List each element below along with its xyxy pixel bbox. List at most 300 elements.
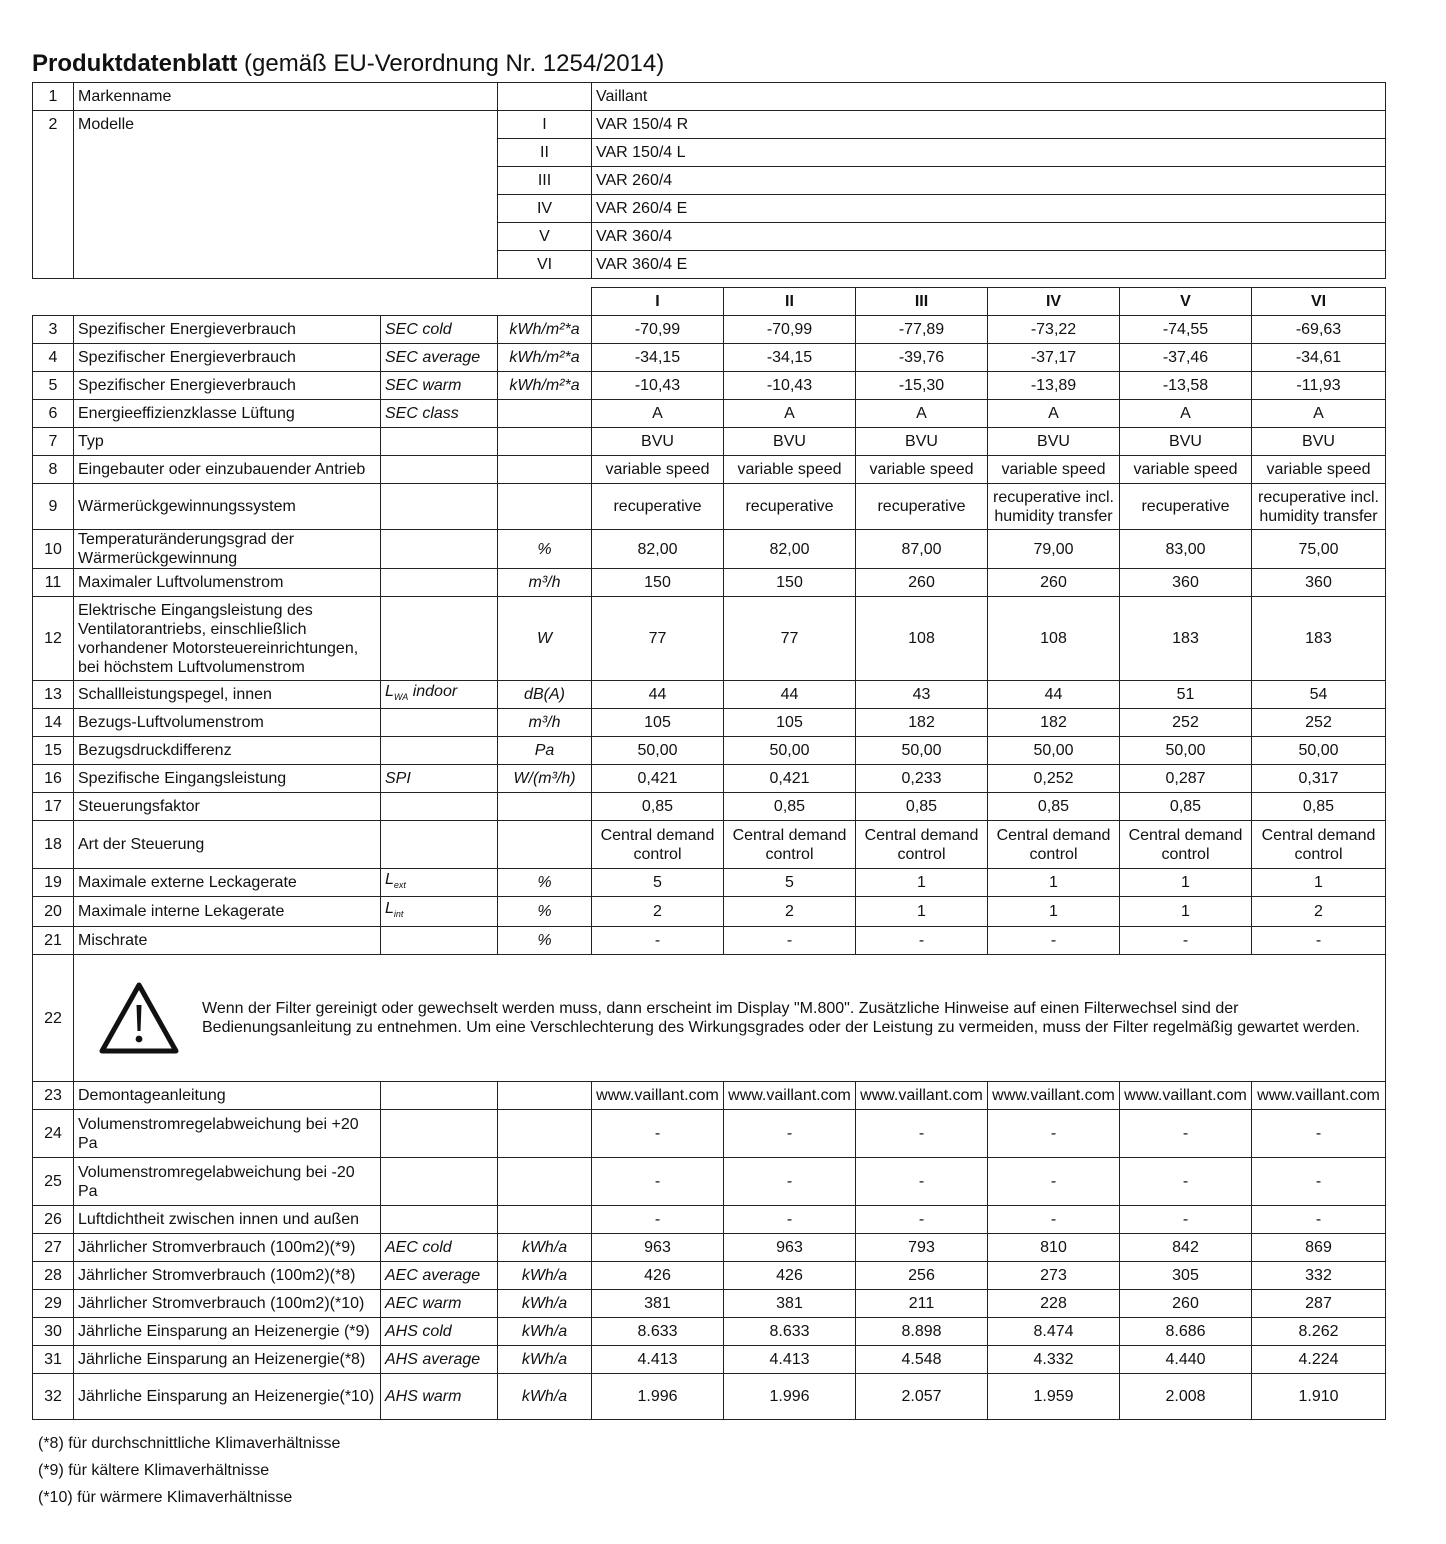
row-number: 24 — [33, 1110, 74, 1158]
value-cell: A — [856, 400, 988, 428]
value-cell: -69,63 — [1252, 316, 1386, 344]
row-symbol — [381, 456, 498, 484]
row-unit: kWh/a — [498, 1318, 592, 1346]
row-unit — [498, 1158, 592, 1206]
value-cell: - — [988, 927, 1120, 955]
data-row — [33, 927, 1386, 955]
row-number: 3 — [33, 316, 74, 344]
value-cell: - — [856, 1206, 988, 1234]
value-cell: 252 — [1120, 709, 1252, 737]
value-cell: -73,22 — [988, 316, 1120, 344]
value-cell: 211 — [856, 1290, 988, 1318]
value-cell: 1 — [856, 897, 988, 927]
value-cell: 105 — [592, 709, 724, 737]
value-cell: 50,00 — [1252, 737, 1386, 765]
value-cell: 360 — [1120, 569, 1252, 597]
row-number: 25 — [33, 1158, 74, 1206]
symbol-subscript: int — [393, 909, 404, 920]
row-symbol — [381, 1082, 498, 1110]
row-symbol: AHS cold — [381, 1318, 498, 1346]
data-row — [33, 821, 1386, 869]
row-number: 9 — [33, 484, 74, 530]
notice-content — [74, 981, 1385, 1055]
row-symbol: SEC cold — [381, 316, 498, 344]
row-label: Typ — [74, 428, 381, 456]
row-number: 28 — [33, 1262, 74, 1290]
row-unit — [498, 1206, 592, 1234]
row-symbol: SEC warm — [381, 372, 498, 400]
row-number: 8 — [33, 456, 74, 484]
value-cell: 108 — [856, 597, 988, 681]
data-row — [33, 456, 1386, 484]
header-spacer — [33, 288, 592, 316]
value-cell: - — [1120, 1206, 1252, 1234]
value-cell: -11,93 — [1252, 372, 1386, 400]
value-cell: Central demand control — [724, 821, 856, 869]
row-symbol — [381, 681, 498, 709]
value-cell: 260 — [1120, 1290, 1252, 1318]
data-row — [33, 1158, 1386, 1206]
value-cell: -15,30 — [856, 372, 988, 400]
value-cell: - — [1252, 927, 1386, 955]
column-header: VI — [1252, 288, 1386, 316]
data-row — [33, 1234, 1386, 1262]
column-header: IV — [988, 288, 1120, 316]
value-cell: 8.262 — [1252, 1318, 1386, 1346]
row-number: 32 — [33, 1374, 74, 1420]
value-cell: BVU — [856, 428, 988, 456]
value-cell: 1.996 — [724, 1374, 856, 1420]
row-symbol: AHS warm — [381, 1374, 498, 1420]
data-row — [33, 316, 1386, 344]
row-number: 19 — [33, 869, 74, 897]
row-number: 26 — [33, 1206, 74, 1234]
row-label: Volumenstromregelabweichung bei +20 Pa — [74, 1110, 381, 1158]
value-cell: 2 — [592, 897, 724, 927]
data-row — [33, 400, 1386, 428]
value-cell: Central demand control — [1252, 821, 1386, 869]
value-cell: 381 — [724, 1290, 856, 1318]
row-symbol — [381, 569, 498, 597]
value-cell: BVU — [988, 428, 1120, 456]
value-cell: -34,15 — [592, 344, 724, 372]
value-cell: 183 — [1252, 597, 1386, 681]
value-cell: 842 — [1120, 1234, 1252, 1262]
footnote: (*10) für wärmere Klimaverhältnisse — [38, 1489, 293, 1506]
value-cell: A — [1252, 400, 1386, 428]
value-cell: 8.633 — [724, 1318, 856, 1346]
data-row — [33, 1318, 1386, 1346]
row-label: Maximale externe Leckagerate — [74, 869, 381, 897]
row-symbol — [381, 597, 498, 681]
row-symbol — [381, 709, 498, 737]
value-cell: 381 — [592, 1290, 724, 1318]
row-unit — [498, 456, 592, 484]
value-cell: 87,00 — [856, 530, 988, 569]
value-cell: www.vaillant.com — [724, 1082, 856, 1110]
row-symbol — [381, 1206, 498, 1234]
row-label: Art der Steuerung — [74, 821, 381, 869]
value-cell: 287 — [1252, 1290, 1386, 1318]
value-cell: 4.548 — [856, 1346, 988, 1374]
row-label: Jährlicher Stromverbrauch (100m2)(*9) — [74, 1234, 381, 1262]
row-number: 5 — [33, 372, 74, 400]
value-cell: 1.959 — [988, 1374, 1120, 1420]
row-symbol — [381, 1158, 498, 1206]
row-label: Bezugs-Luftvolumenstrom — [74, 709, 381, 737]
notice-text: Wenn der Filter gereinigt oder gewechselt werden muss, dann erscheint im Display "M.800". Zusätzliche Hinweise auf einen Filterwechsel sind der Bedienungsanleitung zu entnehmen. Um eine Verschlechterung des Wirkungsgrades oder der Leistung zu vermeiden, muss der Filter regelmäßig gewartet werden. — [202, 1000, 1360, 1036]
row-symbol — [381, 897, 498, 927]
footnote: (*9) für kältere Klimaverhältnisse — [38, 1462, 270, 1479]
value-cell: -13,89 — [988, 372, 1120, 400]
value-cell: 5 — [592, 869, 724, 897]
value-cell: 44 — [592, 681, 724, 709]
row-unit — [498, 400, 592, 428]
value-cell: 426 — [592, 1262, 724, 1290]
model-name: VAR 260/4 E — [592, 195, 1386, 223]
value-cell: 0,317 — [1252, 765, 1386, 793]
models-table-body — [33, 83, 1386, 279]
value-cell: 44 — [724, 681, 856, 709]
value-cell: 108 — [988, 597, 1120, 681]
row-unit — [498, 793, 592, 821]
data-row — [33, 1082, 1386, 1110]
row-number: 4 — [33, 344, 74, 372]
row-unit: kWh/m²*a — [498, 344, 592, 372]
value-cell: 5 — [724, 869, 856, 897]
value-cell: Central demand control — [856, 821, 988, 869]
value-cell: 273 — [988, 1262, 1120, 1290]
value-cell: - — [988, 1158, 1120, 1206]
row-label: Demontageanleitung — [74, 1082, 381, 1110]
models-table — [32, 82, 1386, 279]
value-cell: -77,89 — [856, 316, 988, 344]
row-number: 23 — [33, 1082, 74, 1110]
value-cell: variable speed — [724, 456, 856, 484]
row-number: 16 — [33, 765, 74, 793]
data-table — [32, 287, 1386, 1420]
row-label: Spezifische Eingangsleistung — [74, 765, 381, 793]
row-label: Schallleistungspegel, innen — [74, 681, 381, 709]
model-row — [33, 111, 1386, 139]
value-cell: - — [1252, 1110, 1386, 1158]
value-cell: 182 — [988, 709, 1120, 737]
row-symbol: SEC class — [381, 400, 498, 428]
row-unit: kWh/a — [498, 1262, 592, 1290]
value-cell: recuperative — [856, 484, 988, 530]
model-name: VAR 150/4 L — [592, 139, 1386, 167]
value-cell: - — [724, 1110, 856, 1158]
row-unit: m³/h — [498, 569, 592, 597]
row-label: Mischrate — [74, 927, 381, 955]
value-cell: 228 — [988, 1290, 1120, 1318]
model-name: VAR 360/4 — [592, 223, 1386, 251]
row-number: 10 — [33, 530, 74, 569]
row-unit: kWh/a — [498, 1234, 592, 1262]
row-label: Eingebauter oder einzubauender Antrieb — [74, 456, 381, 484]
symbol-subscript: WA — [393, 692, 409, 703]
brand-row — [33, 83, 1386, 111]
value-cell: - — [592, 927, 724, 955]
row-unit — [498, 1110, 592, 1158]
row-symbol — [381, 1110, 498, 1158]
value-cell: 77 — [724, 597, 856, 681]
value-cell: 0,287 — [1120, 765, 1252, 793]
row-symbol — [381, 793, 498, 821]
value-cell: 79,00 — [988, 530, 1120, 569]
data-row — [33, 1346, 1386, 1374]
value-cell: 182 — [856, 709, 988, 737]
value-cell: 260 — [856, 569, 988, 597]
row-number: 12 — [33, 597, 74, 681]
value-cell: 0,85 — [1120, 793, 1252, 821]
row-number: 11 — [33, 569, 74, 597]
value-cell: - — [1252, 1158, 1386, 1206]
value-cell: 8.686 — [1120, 1318, 1252, 1346]
value-cell: 0,85 — [856, 793, 988, 821]
value-cell: -10,43 — [724, 372, 856, 400]
value-cell: variable speed — [592, 456, 724, 484]
value-cell: BVU — [1120, 428, 1252, 456]
brand-value: Vaillant — [592, 83, 1386, 111]
value-cell: -74,55 — [1120, 316, 1252, 344]
value-cell: - — [592, 1110, 724, 1158]
page-title — [32, 50, 664, 78]
row-unit: kWh/m²*a — [498, 316, 592, 344]
data-row — [33, 484, 1386, 530]
value-cell: -34,15 — [724, 344, 856, 372]
value-cell: 8.474 — [988, 1318, 1120, 1346]
value-cell: 50,00 — [1120, 737, 1252, 765]
value-cell: recuperative — [592, 484, 724, 530]
value-cell: 4.440 — [1120, 1346, 1252, 1374]
row-number: 17 — [33, 793, 74, 821]
value-cell: 793 — [856, 1234, 988, 1262]
value-cell: 1 — [1120, 869, 1252, 897]
row-label: Jährliche Einsparung an Heizenergie(*8) — [74, 1346, 381, 1374]
model-code: I — [498, 111, 592, 139]
row-unit: kWh/a — [498, 1290, 592, 1318]
row-number: 13 — [33, 681, 74, 709]
model-code: VI — [498, 251, 592, 279]
row-label: Wärmerückgewinnungssystem — [74, 484, 381, 530]
row-unit — [498, 484, 592, 530]
value-cell: 1 — [1252, 869, 1386, 897]
value-cell: 105 — [724, 709, 856, 737]
row-label: Spezifischer Energieverbrauch — [74, 372, 381, 400]
value-cell: 0,85 — [724, 793, 856, 821]
value-cell: 1 — [988, 869, 1120, 897]
value-cell: 8.898 — [856, 1318, 988, 1346]
data-row — [33, 344, 1386, 372]
row-label: Jährliche Einsparung an Heizenergie (*9) — [74, 1318, 381, 1346]
value-cell: -37,17 — [988, 344, 1120, 372]
row-unit — [498, 821, 592, 869]
value-cell: - — [856, 1158, 988, 1206]
value-cell: - — [1120, 1110, 1252, 1158]
model-code: V — [498, 223, 592, 251]
symbol-suffix: indoor — [408, 682, 458, 700]
value-cell: A — [592, 400, 724, 428]
warning-triangle-icon — [98, 981, 180, 1055]
value-cell: 2 — [1252, 897, 1386, 927]
value-cell: 260 — [988, 569, 1120, 597]
value-cell: Central demand control — [592, 821, 724, 869]
row-label: Energieeffizienzklasse Lüftung — [74, 400, 381, 428]
row-symbol: SEC average — [381, 344, 498, 372]
title-rest: (gemäß EU-Verordnung Nr. 1254/2014) — [237, 50, 665, 77]
value-cell: 256 — [856, 1262, 988, 1290]
value-cell: 0,85 — [592, 793, 724, 821]
value-cell: 4.413 — [592, 1346, 724, 1374]
value-cell: BVU — [724, 428, 856, 456]
data-row — [33, 1374, 1386, 1420]
value-cell: www.vaillant.com — [856, 1082, 988, 1110]
value-cell: - — [1120, 927, 1252, 955]
row-number: 27 — [33, 1234, 74, 1262]
value-cell: 8.633 — [592, 1318, 724, 1346]
title-bold: Produktdatenblatt — [32, 50, 238, 77]
value-cell: variable speed — [1252, 456, 1386, 484]
value-cell: 252 — [1252, 709, 1386, 737]
data-row — [33, 1206, 1386, 1234]
row-symbol — [381, 869, 498, 897]
row-label: Spezifischer Energieverbrauch — [74, 316, 381, 344]
value-cell: 150 — [592, 569, 724, 597]
model-code: II — [498, 139, 592, 167]
value-cell: 51 — [1120, 681, 1252, 709]
value-cell: - — [724, 1158, 856, 1206]
value-cell: 4.224 — [1252, 1346, 1386, 1374]
row-label: Jährlicher Stromverbrauch (100m2)(*8) — [74, 1262, 381, 1290]
value-cell: 0,233 — [856, 765, 988, 793]
row-label: Temperaturänderungsgrad der Wärmerückgewinnung — [74, 530, 381, 569]
symbol-main: L — [385, 870, 394, 888]
data-row — [33, 372, 1386, 400]
row-number: 20 — [33, 897, 74, 927]
row-number: 6 — [33, 400, 74, 428]
value-cell: 50,00 — [724, 737, 856, 765]
value-cell: 1.996 — [592, 1374, 724, 1420]
row-unit: m³/h — [498, 709, 592, 737]
value-cell: 963 — [592, 1234, 724, 1262]
footnote: (*8) für durchschnittliche Klimaverhältnisse — [38, 1435, 341, 1452]
value-cell: 75,00 — [1252, 530, 1386, 569]
data-row — [33, 897, 1386, 927]
value-cell: 2.057 — [856, 1374, 988, 1420]
value-cell: 1 — [988, 897, 1120, 927]
row-number: 29 — [33, 1290, 74, 1318]
value-cell: - — [592, 1158, 724, 1206]
notice-cell — [74, 955, 1386, 1082]
data-row — [33, 709, 1386, 737]
data-row — [33, 428, 1386, 456]
value-cell: 50,00 — [856, 737, 988, 765]
row-number: 1 — [33, 83, 74, 111]
row-symbol: AHS average — [381, 1346, 498, 1374]
value-cell: 77 — [592, 597, 724, 681]
row-unit: W — [498, 597, 592, 681]
value-cell: www.vaillant.com — [1120, 1082, 1252, 1110]
value-cell: - — [1252, 1206, 1386, 1234]
row-label: Bezugsdruckdifferenz — [74, 737, 381, 765]
value-cell: variable speed — [1120, 456, 1252, 484]
row-unit: % — [498, 869, 592, 897]
value-cell: variable speed — [988, 456, 1120, 484]
column-header: I — [592, 288, 724, 316]
row-label: Luftdichtheit zwischen innen und außen — [74, 1206, 381, 1234]
row-unit: % — [498, 897, 592, 927]
symbol-subscript: ext — [393, 880, 406, 891]
value-cell: Central demand control — [1120, 821, 1252, 869]
column-header-row — [33, 288, 1386, 316]
row-unit: kWh/m²*a — [498, 372, 592, 400]
row-symbol — [381, 530, 498, 569]
column-header: V — [1120, 288, 1252, 316]
row-number: 21 — [33, 927, 74, 955]
row-symbol: SPI — [381, 765, 498, 793]
value-cell: 50,00 — [988, 737, 1120, 765]
data-row — [33, 793, 1386, 821]
value-cell: - — [724, 1206, 856, 1234]
model-name: VAR 150/4 R — [592, 111, 1386, 139]
value-cell: -37,46 — [1120, 344, 1252, 372]
value-cell: 54 — [1252, 681, 1386, 709]
data-row — [33, 737, 1386, 765]
row-unit: W/(m³/h) — [498, 765, 592, 793]
row-unit: dB(A) — [498, 681, 592, 709]
value-cell: recuperative incl. humidity transfer — [1252, 484, 1386, 530]
value-cell: - — [724, 927, 856, 955]
row-symbol — [381, 737, 498, 765]
data-row — [33, 765, 1386, 793]
value-cell: - — [856, 927, 988, 955]
value-cell: 43 — [856, 681, 988, 709]
row-unit: % — [498, 927, 592, 955]
value-cell: 50,00 — [592, 737, 724, 765]
row-unit: Pa — [498, 737, 592, 765]
value-cell: 183 — [1120, 597, 1252, 681]
model-name: VAR 260/4 — [592, 167, 1386, 195]
value-cell: recuperative incl. humidity transfer — [988, 484, 1120, 530]
row-number: 18 — [33, 821, 74, 869]
value-cell: 332 — [1252, 1262, 1386, 1290]
row-number: 2 — [33, 111, 74, 279]
value-cell: variable speed — [856, 456, 988, 484]
row-unit — [498, 1082, 592, 1110]
symbol-main: L — [385, 899, 394, 917]
row-label: Markenname — [74, 83, 498, 111]
footnotes — [38, 1430, 340, 1511]
value-cell: www.vaillant.com — [988, 1082, 1120, 1110]
row-symbol — [381, 428, 498, 456]
value-cell: -34,61 — [1252, 344, 1386, 372]
value-cell: - — [1120, 1158, 1252, 1206]
value-cell: 360 — [1252, 569, 1386, 597]
column-header: II — [724, 288, 856, 316]
value-cell: 869 — [1252, 1234, 1386, 1262]
model-name: VAR 360/4 E — [592, 251, 1386, 279]
data-row — [33, 1110, 1386, 1158]
value-cell: A — [1120, 400, 1252, 428]
value-cell: BVU — [592, 428, 724, 456]
row-label: Maximaler Luftvolumenstrom — [74, 569, 381, 597]
row-symbol — [381, 821, 498, 869]
value-cell: - — [988, 1110, 1120, 1158]
row-label: Elektrische Eingangsleistung des Ventilatorantriebs, einschließlich vorhandener Motorsteuereinrichtungen, bei höchstem Luftvolumenstrom — [74, 597, 381, 681]
data-row — [33, 597, 1386, 681]
value-cell: 1 — [1120, 897, 1252, 927]
